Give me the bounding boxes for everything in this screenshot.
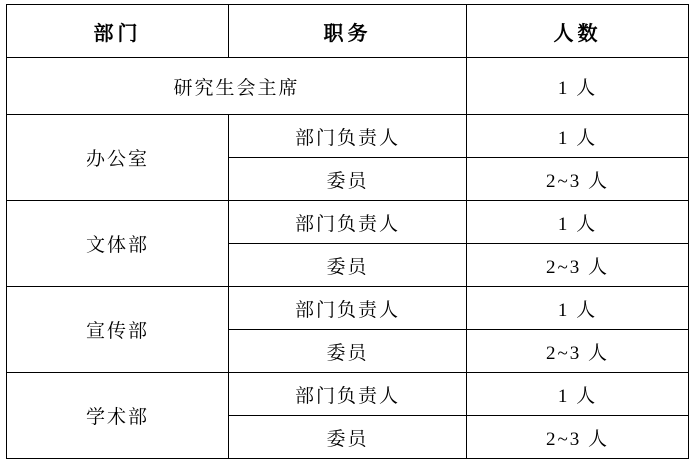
- count-cell: 1 人: [467, 115, 689, 158]
- role-cell: 部门负责人: [229, 373, 467, 416]
- column-header-position: 职务: [229, 5, 467, 58]
- role-cell: 委员: [229, 244, 467, 287]
- count-cell: 2~3 人: [467, 158, 689, 201]
- role-cell: 委员: [229, 158, 467, 201]
- role-cell: 委员: [229, 416, 467, 459]
- count-cell: 2~3 人: [467, 416, 689, 459]
- table-row: [7, 115, 689, 158]
- role-cell: 部门负责人: [229, 201, 467, 244]
- department-name-cell: 宣传部: [7, 287, 229, 373]
- table-row: [7, 201, 689, 244]
- count-cell: 1 人: [467, 287, 689, 330]
- document-page: [0, 4, 696, 464]
- table-row: [7, 58, 689, 115]
- table-row: [7, 287, 689, 330]
- department-name-cell: 文体部: [7, 201, 229, 287]
- count-cell: 2~3 人: [467, 244, 689, 287]
- role-cell: 部门负责人: [229, 287, 467, 330]
- chair-count-cell: 1 人: [467, 58, 689, 115]
- organization-structure-table: [6, 4, 689, 459]
- department-name-cell: 办公室: [7, 115, 229, 201]
- department-name-cell: 学术部: [7, 373, 229, 459]
- chair-role-cell: 研究生会主席: [7, 58, 467, 115]
- role-cell: 部门负责人: [229, 115, 467, 158]
- count-cell: 1 人: [467, 373, 689, 416]
- column-header-count: 人数: [467, 5, 689, 58]
- count-cell: 2~3 人: [467, 330, 689, 373]
- table-row: [7, 373, 689, 416]
- table-header-row: [7, 5, 689, 58]
- column-header-department: 部门: [7, 5, 229, 58]
- count-cell: 1 人: [467, 201, 689, 244]
- role-cell: 委员: [229, 330, 467, 373]
